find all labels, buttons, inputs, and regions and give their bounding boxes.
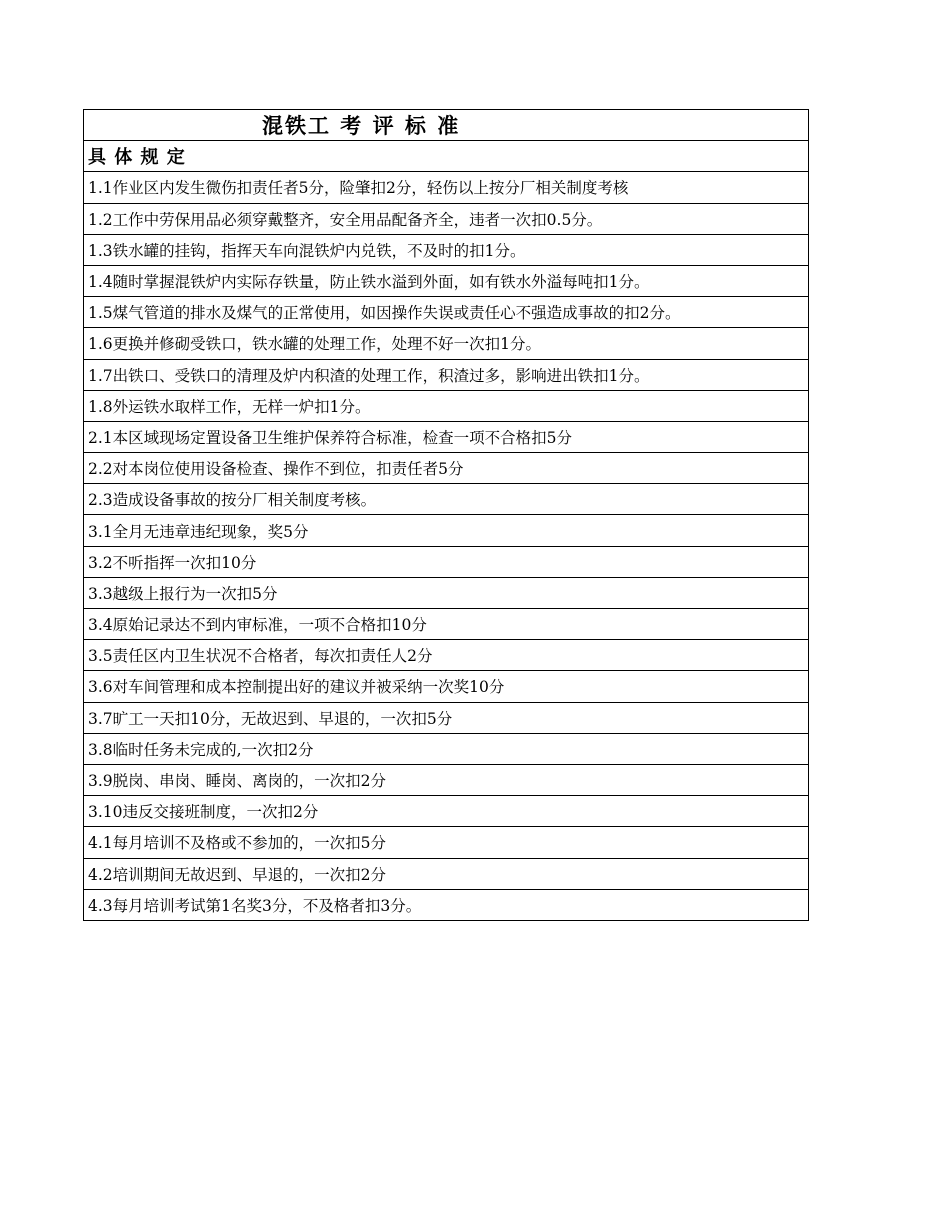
rule-row: 3.2不听指挥一次扣10分 [84,547,808,578]
rule-row: 3.7旷工一天扣10分，无故迟到、早退的，一次扣5分 [84,703,808,734]
evaluation-table [83,109,809,921]
rule-row: 4.2培训期间无故迟到、早退的，一次扣2分 [84,859,808,890]
rule-list [84,172,808,921]
rule-row: 3.8临时任务未完成的,一次扣2分 [84,734,808,765]
rule-row: 1.6更换并修砌受铁口，铁水罐的处理工作，处理不好一次扣1分。 [84,328,808,359]
rule-row: 2.3造成设备事故的按分厂相关制度考核。 [84,484,808,515]
rule-row: 1.2工作中劳保用品必须穿戴整齐，安全用品配备齐全，违者一次扣0.5分。 [84,204,808,235]
table-header: 具 体 规 定 [84,141,808,172]
rule-row: 1.7出铁口、受铁口的清理及炉内积渣的处理工作，积渣过多，影响进出铁扣1分。 [84,360,808,391]
rule-row: 1.3铁水罐的挂钩，指挥天车向混铁炉内兑铁，不及时的扣1分。 [84,235,808,266]
rule-row: 4.3每月培训考试第1名奖3分，不及格者扣3分。 [84,890,808,921]
rule-row: 3.5责任区内卫生状况不合格者，每次扣责任人2分 [84,640,808,671]
rule-row: 3.10违反交接班制度，一次扣2分 [84,796,808,827]
rule-row: 3.1全月无违章违纪现象，奖5分 [84,515,808,546]
table-title: 混铁工 考 评 标 准 [84,110,808,141]
rule-row: 4.1每月培训不及格或不参加的，一次扣5分 [84,827,808,858]
rule-row: 3.9脱岗、串岗、睡岗、离岗的，一次扣2分 [84,765,808,796]
rule-row: 3.6对车间管理和成本控制提出好的建议并被采纳一次奖10分 [84,671,808,702]
rule-row: 1.8外运铁水取样工作，无样一炉扣1分。 [84,391,808,422]
rule-row: 3.3越级上报行为一次扣5分 [84,578,808,609]
rule-row: 1.1作业区内发生微伤扣责任者5分，险肇扣2分，轻伤以上按分厂相关制度考核 [84,172,808,203]
rule-row: 2.2对本岗位使用设备检查、操作不到位，扣责任者5分 [84,453,808,484]
rule-row: 3.4原始记录达不到内审标准，一项不合格扣10分 [84,609,808,640]
rule-row: 2.1本区域现场定置设备卫生维护保养符合标准，检查一项不合格扣5分 [84,422,808,453]
rule-row: 1.4随时掌握混铁炉内实际存铁量，防止铁水溢到外面，如有铁水外溢每吨扣1分。 [84,266,808,297]
rule-row: 1.5煤气管道的排水及煤气的正常使用，如因操作失误或责任心不强造成事故的扣2分。 [84,297,808,328]
